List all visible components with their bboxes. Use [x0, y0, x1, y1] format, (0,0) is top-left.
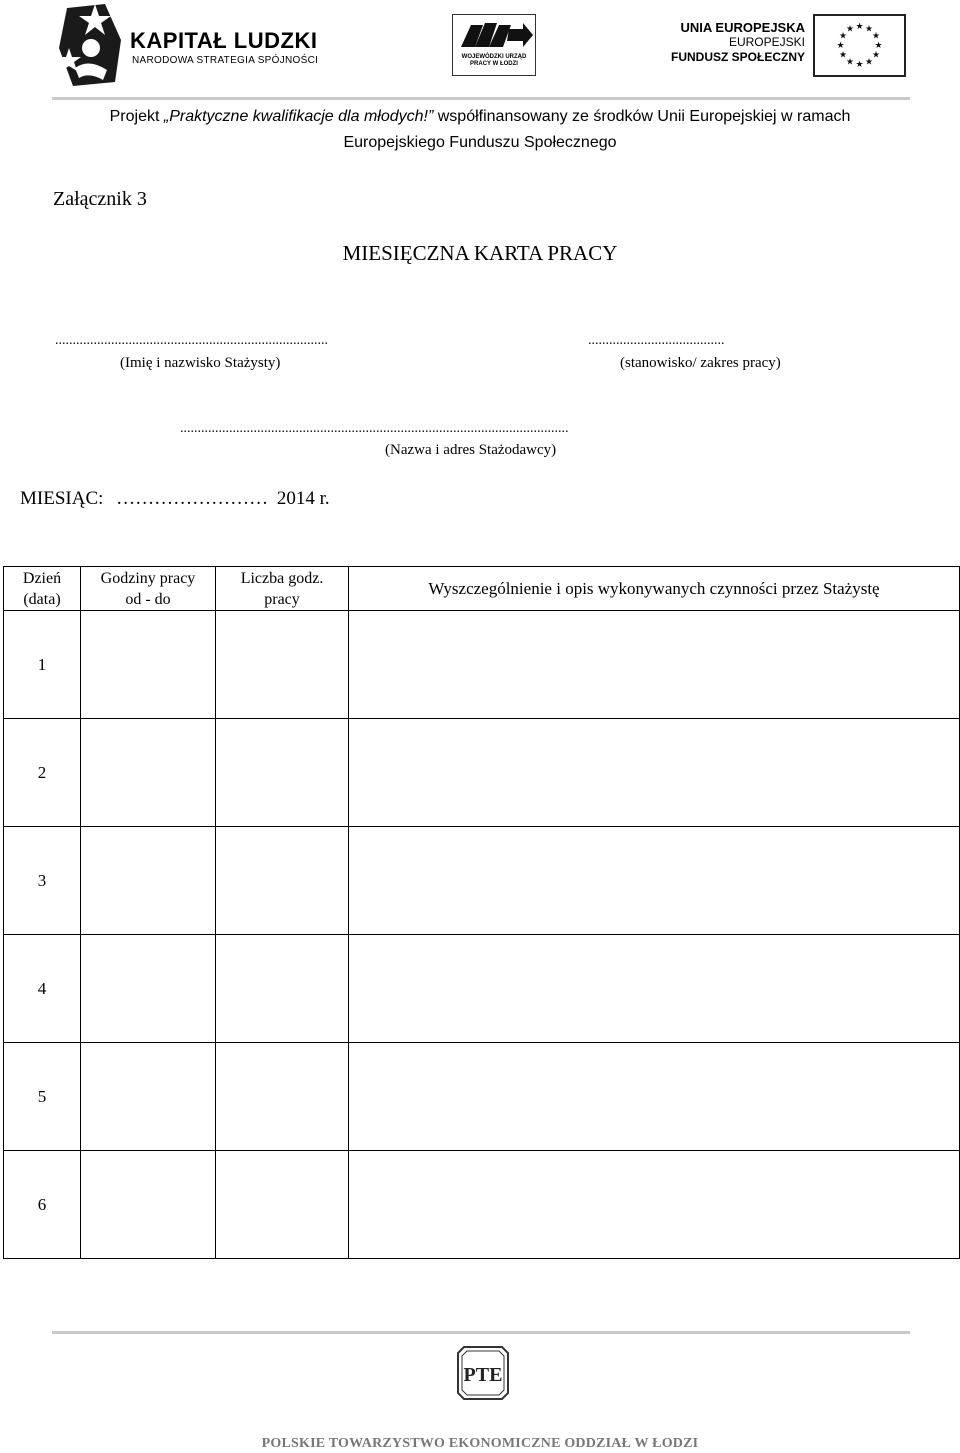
kapital-ludzki-subtitle: NARODOWA STRATEGIA SPÓJNOŚCI: [132, 55, 319, 66]
day-header-line-1: Dzień: [22, 569, 62, 587]
day-cell: 2: [4, 719, 81, 827]
count-cell[interactable]: [216, 935, 349, 1043]
kapital-ludzki-logo: [55, 0, 325, 90]
eu-line-1: UNIA EUROPEJSKA: [680, 20, 805, 35]
project-line-2: Europejskiego Funduszu Społecznego: [343, 134, 617, 151]
svg-text:★: ★: [845, 24, 855, 35]
form-title: MIESIĘCZNA KARTA PRACY: [342, 241, 618, 265]
eu-line-2: EUROPEJSKI: [728, 35, 805, 49]
day-cell: 4: [4, 935, 81, 1043]
svg-text:★: ★: [838, 31, 848, 42]
svg-text:★: ★: [855, 60, 864, 70]
header-divider: [52, 97, 910, 100]
count-header-line-1: Liczba godz.: [240, 569, 324, 587]
employer-line[interactable]: ...............................................................................................................: [180, 421, 569, 436]
position-line[interactable]: .......................................: [588, 333, 725, 348]
employer-caption: (Nazwa i adres Stażodawcy): [385, 442, 557, 458]
count-cell[interactable]: [216, 827, 349, 935]
day-cell: 6: [4, 1151, 81, 1259]
position-caption: (stanowisko/ zakres pracy): [620, 355, 781, 371]
description-cell[interactable]: [349, 719, 960, 827]
svg-text:★: ★: [874, 41, 883, 51]
month-label: MIESIĄC:: [20, 488, 104, 509]
day-cell: 5: [4, 1043, 81, 1151]
attachment-label: Załącznik 3: [53, 188, 147, 210]
description-cell[interactable]: [349, 935, 960, 1043]
description-cell[interactable]: [349, 827, 960, 935]
count-cell[interactable]: [216, 1151, 349, 1259]
wup-logo: [452, 14, 536, 76]
hours-cell[interactable]: [81, 1151, 216, 1259]
month-field: [20, 488, 330, 510]
description-cell[interactable]: [349, 1043, 960, 1151]
month-blank[interactable]: ……………………: [116, 488, 269, 509]
count-column-header: [216, 567, 349, 611]
hours-cell[interactable]: [81, 611, 216, 719]
project-prefix: Projekt: [109, 108, 164, 125]
day-cell: 3: [4, 827, 81, 935]
table-row: [4, 611, 960, 719]
hours-header-line-2: od - do: [125, 590, 171, 608]
svg-text:★: ★: [838, 50, 848, 61]
pte-emblem-icon: [456, 1345, 510, 1401]
table-row: [4, 935, 960, 1043]
footer-organization: POLSKIE TOWARZYSTWO EKONOMICZNE ODDZIAŁ W ŁODZI: [261, 1436, 699, 1451]
name-line[interactable]: ..............................................................................: [55, 333, 328, 348]
hours-cell[interactable]: [81, 1043, 216, 1151]
svg-text:★: ★: [871, 50, 881, 61]
count-header-line-2: pracy: [264, 590, 300, 608]
day-cell: 1: [4, 611, 81, 719]
project-title: „Praktyczne kwalifikacje dla młodych!”: [163, 108, 434, 125]
pte-logo: [456, 1345, 510, 1401]
project-statement: [0, 104, 960, 156]
svg-text:★: ★: [836, 41, 845, 51]
wup-arrows-icon: [453, 17, 535, 53]
count-cell[interactable]: [216, 611, 349, 719]
name-caption: (Imię i nazwisko Stażysty): [120, 355, 281, 371]
hours-column-header: [81, 567, 216, 611]
svg-text:★: ★: [864, 57, 874, 68]
svg-text:★: ★: [871, 31, 881, 42]
description-cell[interactable]: [349, 1151, 960, 1259]
svg-text:★: ★: [845, 57, 855, 68]
wup-name: WOJEWÓDZKI URZĄD PRACY W ŁODZI: [461, 54, 527, 67]
svg-text:★: ★: [864, 24, 874, 35]
table-row: [4, 719, 960, 827]
description-cell[interactable]: [349, 611, 960, 719]
day-column-header: [4, 567, 81, 611]
count-cell[interactable]: [216, 719, 349, 827]
day-header-line-2: (data): [23, 590, 61, 608]
svg-text:★: ★: [855, 22, 864, 32]
project-suffix: współfinansowany ze środków Unii Europejskiej w ramach: [433, 108, 851, 125]
hours-cell[interactable]: [81, 719, 216, 827]
kapital-ludzki-emblem-icon: [55, 0, 130, 88]
hours-header-line-1: Godziny pracy: [100, 569, 196, 587]
table-row: [4, 1151, 960, 1259]
hours-cell[interactable]: [81, 935, 216, 1043]
pte-logo-text: PTE: [463, 1364, 503, 1386]
hours-cell[interactable]: [81, 827, 216, 935]
footer-divider: [52, 1331, 910, 1334]
table-row: [4, 1043, 960, 1151]
count-cell[interactable]: [216, 1043, 349, 1151]
kapital-ludzki-title: KAPITAŁ LUDZKI: [130, 28, 318, 53]
description-column-header: Wyszczególnienie i opis wykonywanych czynności przez Stażystę: [349, 567, 960, 611]
month-year: 2014 r.: [276, 488, 330, 509]
eu-flag: [813, 14, 906, 77]
eu-line-3: FUNDUSZ SPOŁECZNY: [670, 50, 805, 64]
work-card-table: [3, 566, 960, 1259]
eu-fund-label: [660, 20, 805, 65]
table-header-row: [4, 567, 960, 611]
project-line-1: [0, 104, 960, 130]
eu-stars-icon: [815, 16, 904, 75]
table-row: [4, 827, 960, 935]
